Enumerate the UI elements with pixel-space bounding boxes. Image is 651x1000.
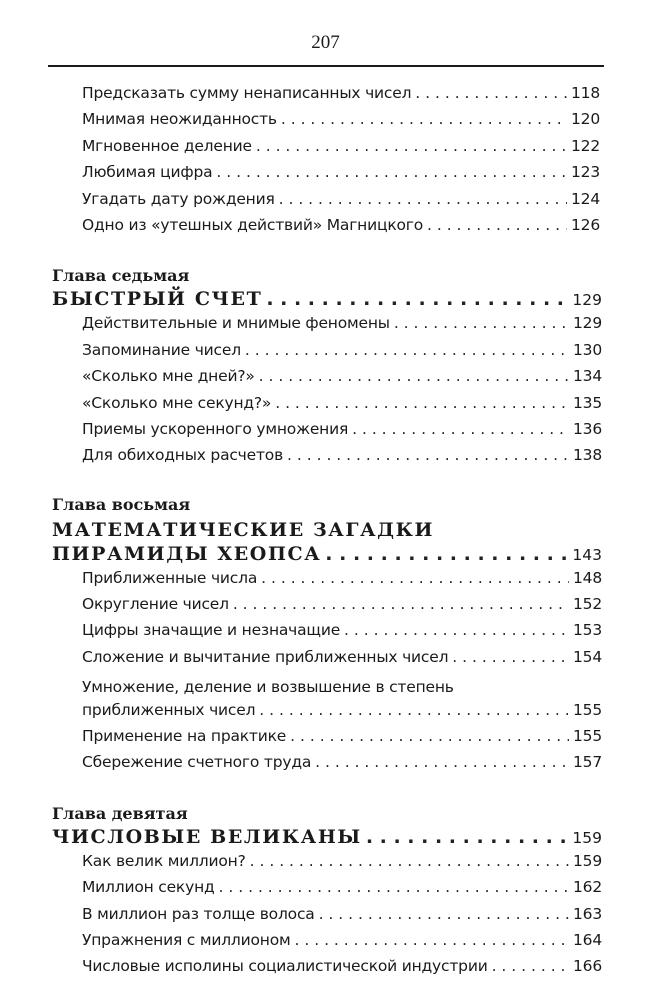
toc-entry-page: 130 (573, 340, 602, 359)
chapter-8-title-line-2: ПИРАМИДЫ ХЕОПСА (52, 542, 322, 565)
chapter-8-title-line-1: МАТЕМАТИЧЕСКИЕ ЗАГАДКИ (52, 518, 435, 541)
leader-dots (259, 701, 569, 719)
toc-entry-title: Любимая цифра (82, 163, 213, 182)
leader-dots (394, 314, 569, 332)
toc-entry-title: Цифры значащие и незначащие (82, 621, 341, 640)
chapter-7-title: БЫСТРЫЙ СЧЕТ (52, 288, 263, 311)
toc-entry-title: Как велик миллион? (82, 851, 246, 870)
toc-entry-multiline-first[interactable]: Умножение, деление и возвышение в степень (82, 678, 454, 697)
toc-entry-title: Сложение и вычитание приближенных чисел (82, 647, 449, 666)
toc-entry[interactable] (52, 905, 602, 931)
toc-entry-title: «Сколько мне секунд?» (82, 393, 272, 412)
leader-dots (295, 931, 569, 949)
toc-entry[interactable] (52, 648, 602, 674)
leader-dots (319, 905, 569, 923)
toc-entry[interactable] (52, 110, 602, 136)
toc-entry[interactable] (52, 957, 602, 983)
chapter-7-title-entry[interactable] (52, 288, 602, 314)
toc-entry[interactable] (52, 190, 602, 216)
toc-entry[interactable] (52, 420, 602, 446)
leader-dots (290, 727, 569, 745)
leader-dots (233, 595, 569, 613)
chapter-7-label: Глава седьмая (52, 266, 190, 286)
toc-entry-title: Предсказать сумму ненаписанных чисел (82, 84, 412, 102)
toc-entry-title: Мгновенное деление (82, 136, 252, 155)
chapter-9-label: Глава девятая (52, 803, 188, 823)
toc-entry[interactable] (52, 367, 602, 393)
toc-entry-title: Приближенные числа (82, 568, 258, 587)
leader-dots (344, 621, 569, 639)
toc-entry[interactable] (52, 314, 602, 340)
toc-entry-page: 155 (573, 700, 602, 719)
toc-entry-page: 136 (573, 419, 602, 438)
toc-entry-page: 118 (571, 84, 600, 102)
toc-entry-title: Мнимая неожиданность (82, 110, 277, 129)
toc-entry-title: Приемы ускоренного умножения (82, 419, 349, 438)
leader-dots (492, 957, 569, 975)
leader-dots (279, 190, 567, 208)
leader-dots (245, 341, 569, 359)
toc-entry[interactable] (52, 852, 602, 878)
toc-entry[interactable] (52, 753, 602, 779)
toc-entry-page: 138 (573, 446, 602, 465)
toc-entry-title: Действительные и мнимые феномены (82, 314, 390, 333)
leader-dots (256, 137, 567, 155)
spacer (52, 473, 602, 493)
toc-entry-title: Применение на практике (82, 727, 287, 746)
toc-entry-title: В миллион раз толще волоса (82, 904, 315, 923)
toc-entry[interactable] (52, 341, 602, 367)
toc-entry-page: 163 (573, 904, 602, 923)
leader-dots (219, 878, 569, 896)
page-number: 207 (311, 32, 340, 53)
toc-entry-title: Округление чисел (82, 595, 229, 614)
toc-entry[interactable] (52, 878, 602, 904)
toc-entry[interactable] (52, 137, 602, 163)
toc-entry-page: 154 (573, 647, 602, 666)
toc-entry[interactable] (52, 446, 602, 472)
toc-entry[interactable] (52, 595, 602, 621)
leader-dots (261, 569, 569, 587)
leader-dots (275, 394, 569, 412)
toc-entry-page: 123 (571, 163, 600, 182)
toc-entry-title: Для обиходных расчетов (82, 446, 284, 465)
leader-dots (352, 420, 569, 438)
toc-entry-title: Сбережение счетного труда (82, 753, 312, 772)
toc-entry-page: 148 (573, 568, 602, 587)
toc-entry-title: Числовые исполины социалистической индустрии (82, 957, 488, 976)
chapter-8-page: 143 (572, 545, 602, 564)
toc-entry[interactable] (52, 394, 602, 420)
header-rule (48, 65, 604, 67)
toc-entry-page: 159 (573, 851, 602, 870)
toc-entry-page: 120 (571, 110, 600, 129)
toc-entry-page: 162 (573, 878, 602, 897)
leader-dots (266, 288, 568, 310)
leader-dots (250, 852, 569, 870)
toc-entry-page: 134 (573, 367, 602, 386)
leader-dots (415, 84, 567, 102)
chapter-8-title-entry[interactable] (52, 543, 602, 569)
leader-dots (366, 826, 569, 848)
toc-entry[interactable] (52, 701, 602, 727)
toc-entry-page: 124 (571, 189, 600, 208)
toc-entry-page: 155 (573, 727, 602, 746)
toc-entry-page: 166 (573, 957, 602, 976)
toc-entry[interactable] (52, 569, 602, 595)
leader-dots (216, 163, 567, 181)
chapter-9-page: 159 (572, 828, 602, 847)
leader-dots (259, 367, 569, 385)
chapter-9-title: ЧИСЛОВЫЕ ВЕЛИКАНЫ (52, 825, 362, 848)
table-of-contents (52, 84, 602, 984)
leader-dots (452, 648, 569, 666)
leader-dots (315, 753, 569, 771)
leader-dots (427, 216, 567, 234)
toc-entry-page: 126 (571, 215, 600, 234)
spacer (52, 780, 602, 802)
toc-entry-title: Угадать дату рождения (82, 189, 275, 208)
toc-entry[interactable] (52, 216, 602, 242)
toc-entry-page: 122 (571, 136, 600, 155)
toc-entry-title: Запоминание чисел (82, 340, 241, 359)
toc-entry-title: Упражнения с миллионом (82, 930, 291, 949)
toc-entry-title: «Сколько мне дней?» (82, 367, 255, 386)
toc-entry[interactable] (52, 84, 602, 110)
toc-entry[interactable] (52, 163, 602, 189)
leader-dots (325, 543, 568, 565)
leader-dots (281, 110, 567, 128)
toc-entry-page: 157 (573, 753, 602, 772)
toc-entry-page: 152 (573, 595, 602, 614)
chapter-9-title-entry[interactable] (52, 826, 602, 852)
toc-entry-page: 129 (573, 314, 602, 333)
chapter-7-page: 129 (572, 291, 602, 310)
spacer (52, 242, 602, 264)
toc-entry-title: приближенных чисел (82, 700, 256, 719)
leader-dots (287, 446, 569, 464)
toc-entry-page: 153 (573, 621, 602, 640)
toc-entry-title: Миллион секунд (82, 878, 215, 897)
chapter-8-label: Глава восьмая (52, 494, 191, 514)
toc-entry[interactable] (52, 727, 602, 753)
toc-entry-page: 135 (573, 393, 602, 412)
toc-entry[interactable] (52, 931, 602, 957)
toc-entry-title: Одно из «утешных действий» Магницкого (82, 215, 423, 234)
toc-entry[interactable] (52, 621, 602, 647)
toc-entry-page: 164 (573, 930, 602, 949)
